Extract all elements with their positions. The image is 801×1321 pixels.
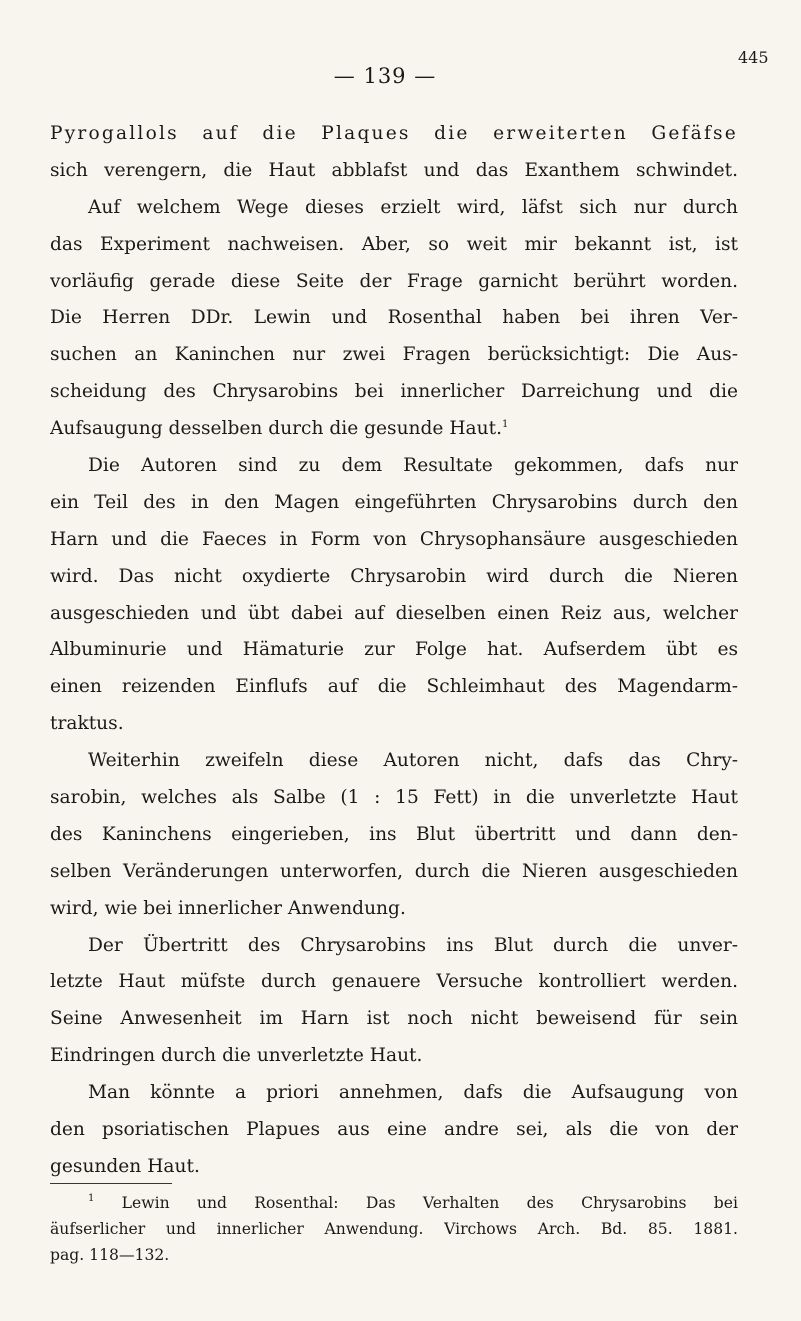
footnote-marker: 1 bbox=[88, 1193, 95, 1204]
text-line: Harn und die Faeces in Form von Chrysophansäure ausgeschieden bbox=[50, 528, 738, 550]
text-line: letzte Haut müfste durch genauere Versuche kontrolliert werden. bbox=[50, 971, 738, 993]
footnote-reference: 1 bbox=[502, 419, 509, 431]
text-line: Die Autoren sind zu dem Resultate gekommen, dafs nur bbox=[88, 455, 738, 477]
text-line: den psoriatischen Plapues aus eine andre sei, als die von der bbox=[50, 1119, 738, 1141]
text-line: Man könnte a priori annehmen, dafs die Aufsaugung von bbox=[88, 1082, 738, 1104]
text-line: scheidung des Chrysarobins bei innerlicher Darreichung und die bbox=[50, 381, 738, 403]
text-line: das Experiment nachweisen. Aber, so weit mir bekannt ist, ist bbox=[50, 233, 738, 255]
text-line: ein Teil des in den Magen eingeführten Chrysarobins durch den bbox=[50, 491, 738, 513]
footnotes bbox=[50, 1190, 738, 1268]
text-line: suchen an Kaninchen nur zwei Fragen berücksichtigt: Die Aus- bbox=[50, 344, 738, 366]
text-line: gesunden Haut. bbox=[50, 1155, 200, 1177]
text-line: selben Veränderungen unterworfen, durch die Nieren ausgeschieden bbox=[50, 860, 738, 882]
footnote-line bbox=[50, 1190, 738, 1216]
page-number: — 139 — bbox=[333, 64, 437, 88]
text-line: vorläufig gerade diese Seite der Frage garnicht berührt worden. bbox=[50, 270, 738, 292]
text-line: wird. Das nicht oxydierte Chrysarobin wird durch die Nieren bbox=[50, 565, 738, 587]
footnote-line: äufserlicher und innerlicher Anwendung. Virchows Arch. Bd. 85. 1881. bbox=[50, 1220, 738, 1238]
text-line: des Kaninchens eingerieben, ins Blut übertritt und dann den- bbox=[50, 823, 738, 845]
text-line: Pyrogallols auf die Plaques die erweiterten Gefäfse bbox=[50, 123, 738, 144]
footnote-line: pag. 118—132. bbox=[50, 1246, 170, 1264]
footnote-divider bbox=[50, 1183, 172, 1184]
text-line: Der Übertritt des Chrysarobins ins Blut durch die unver- bbox=[88, 934, 738, 956]
text-line: Eindringen durch die unverletzte Haut. bbox=[50, 1045, 423, 1067]
text-line: traktus. bbox=[50, 713, 124, 735]
text-line bbox=[50, 411, 738, 448]
text-line: Albuminurie und Hämaturie zur Folge hat. Aufserdem übt es bbox=[50, 639, 738, 661]
secondary-page-number: 445 bbox=[738, 48, 769, 67]
body-text bbox=[50, 116, 738, 1186]
text-line: Seine Anwesenheit im Harn ist noch nicht beweisend für sein bbox=[50, 1008, 738, 1030]
text-line: Weiterhin zweifeln diese Autoren nicht, dafs das Chry- bbox=[88, 750, 738, 772]
text-line: Die Herren DDr. Lewin und Rosenthal haben bei ihren Ver- bbox=[50, 307, 738, 329]
text-line: einen reizenden Einflufs auf die Schleimhaut des Magendarm- bbox=[50, 676, 738, 698]
text-line: sarobin, welches als Salbe (1 : 15 Fett) in die unverletzte Haut bbox=[50, 787, 738, 809]
text-line: ausgeschieden und übt dabei auf dieselben einen Reiz aus, welcher bbox=[50, 602, 738, 624]
text-line: sich verengern, die Haut abblafst und das Exanthem schwindet. bbox=[50, 159, 738, 181]
text-line-content: Aufsaugung desselben durch die gesunde Haut. bbox=[50, 418, 502, 440]
text-line: wird, wie bei innerlicher Anwendung. bbox=[50, 897, 406, 919]
footnote-line-content: Lewin und Rosenthal: Das Verhalten des Chrysarobins bei bbox=[121, 1194, 738, 1212]
text-line: Auf welchem Wege dieses erzielt wird, läfst sich nur durch bbox=[88, 196, 738, 218]
